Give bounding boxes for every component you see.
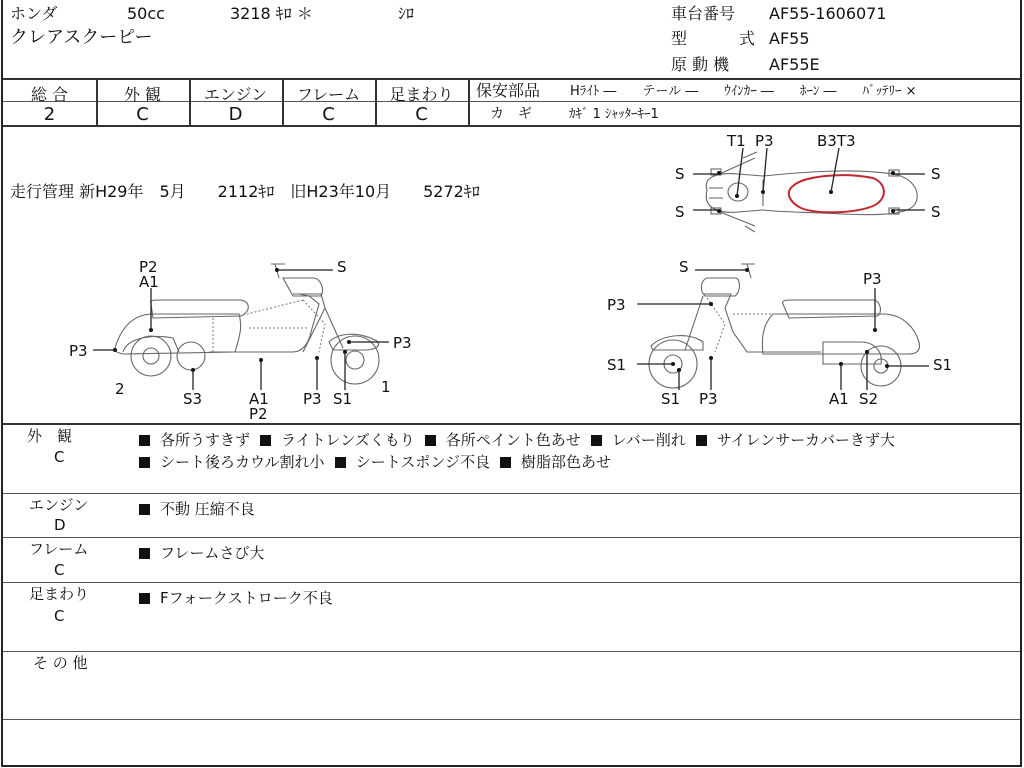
top-view	[675, 132, 941, 232]
divider	[3, 125, 1020, 127]
maker: ホンダ	[10, 4, 58, 23]
grade-label-frame: フレーム	[296, 85, 361, 104]
safety-label: 保安部品	[476, 81, 541, 100]
label-p3: P3	[393, 334, 412, 352]
remarks-frame-label: フレーム	[29, 540, 89, 558]
divider	[3, 78, 1020, 80]
remarks-engine-grade: D	[54, 516, 66, 534]
note: ライトレンズくもり	[281, 431, 415, 449]
label-a1: A1	[829, 390, 849, 408]
grade-label-exterior: 外 観	[123, 85, 162, 104]
label-t1: T1	[727, 132, 746, 150]
engine-model-label: 原 動 機	[671, 55, 730, 74]
label-s1: S1	[933, 356, 953, 374]
engine-notes	[139, 498, 265, 519]
note: シート後ろカウル割れ小	[160, 453, 325, 471]
divider	[3, 493, 1020, 494]
scooter-diagram	[3, 128, 1023, 424]
note: 樹脂部色あせ	[521, 453, 612, 471]
grade-value-frame: C	[322, 104, 335, 125]
key-label: カ ギ	[490, 106, 532, 122]
engine-model-value: AF55E	[769, 55, 820, 74]
remarks-exterior-grade: C	[54, 448, 65, 466]
grade-label-overall: 総 合	[30, 85, 69, 104]
note: レバー削れ	[611, 431, 686, 449]
divider	[3, 537, 1020, 538]
label-s: S	[679, 258, 689, 276]
remarks-suspension-grade: C	[54, 607, 65, 625]
label-s3: S3	[183, 390, 203, 408]
label-2: 2	[115, 380, 125, 398]
grade-value-suspension: C	[415, 104, 428, 125]
type-value: AF55	[769, 29, 810, 48]
label-p3: P3	[699, 390, 718, 408]
label-p3: P3	[69, 342, 88, 360]
remarks-frame-grade: C	[54, 561, 65, 579]
label-p2: P2	[249, 405, 268, 423]
divider	[468, 79, 470, 125]
mileage: 3218 ｷﾛ ＊	[230, 4, 313, 23]
note: シートスポンジ不良	[355, 453, 491, 471]
note: フレームさび大	[160, 544, 265, 562]
divider	[3, 423, 1020, 425]
label-p3: P3	[607, 296, 626, 314]
body-color: ｼﾛ	[398, 4, 415, 23]
grade-label-engine: エンジン	[203, 85, 268, 104]
key-value: ｶｷﾞ 1 ｼｬｯﾀｰｷｰ1	[569, 107, 659, 122]
grade-label-suspension: 足まわり	[389, 85, 454, 104]
label-p3-top: P3	[755, 132, 774, 150]
note: サイレンサーカバーきず大	[716, 431, 895, 449]
label-s: S	[337, 258, 347, 276]
label-a1: A1	[249, 390, 269, 408]
safety-items: Hﾗｲﾄ ― テール ― ｳｲﾝｶｰ ― ﾎｰﾝ ― ﾊﾞｯﾃﾘｰ ×	[570, 84, 917, 99]
divider	[470, 101, 1020, 102]
model-name: クレアスクーピー	[10, 27, 153, 48]
chassis-number: AF55-1606071	[769, 4, 887, 23]
note: 各所うすきず	[160, 431, 251, 449]
label-b3t3: B3T3	[817, 132, 856, 150]
displacement: 50cc	[127, 4, 165, 23]
label-s: S	[675, 165, 685, 183]
type-label-2: 式	[739, 29, 756, 48]
remarks-other-label: そ の 他	[33, 654, 88, 672]
label-p3: P3	[303, 390, 322, 408]
suspension-notes	[139, 587, 343, 608]
frame-notes	[139, 542, 274, 563]
grade-value-overall: 2	[43, 104, 56, 125]
grade-value-engine: D	[228, 104, 243, 125]
exterior-notes-line1	[139, 429, 905, 450]
inspection-sheet	[1, 0, 1022, 767]
label-s1: S1	[607, 356, 627, 374]
label-s2: S2	[859, 390, 879, 408]
label-s: S	[931, 203, 941, 221]
type-label-1: 型	[671, 29, 688, 48]
damage-mark	[789, 175, 884, 212]
label-s: S	[931, 165, 941, 183]
divider	[3, 582, 1020, 583]
label-p2: P2	[139, 258, 158, 276]
divider	[3, 651, 1020, 652]
label-a1: A1	[139, 273, 159, 291]
odometer-history: 走行管理 新H29年 5月 2112ｷﾛ 旧H23年10月 5272ｷﾛ	[10, 182, 480, 201]
note: 各所ペイント色あせ	[445, 431, 581, 449]
divider	[3, 719, 1020, 720]
grade-value-exterior: C	[136, 104, 149, 125]
left-side-view	[69, 258, 412, 423]
label-p3: P3	[863, 270, 882, 288]
exterior-notes-line2	[139, 451, 621, 472]
chassis-label: 車台番号	[671, 4, 736, 23]
remarks-suspension-label: 足まわり	[29, 585, 90, 603]
label-s1: S1	[661, 390, 681, 408]
note: 不動 圧縮不良	[160, 500, 255, 518]
label-s1: S1	[333, 390, 353, 408]
label-1: 1	[381, 378, 391, 396]
label-s: S	[675, 203, 685, 221]
remarks-exterior-label: 外 観	[27, 427, 73, 445]
right-side-view	[607, 258, 952, 408]
note: Fフォークストローク不良	[160, 589, 333, 607]
remarks-engine-label: エンジン	[29, 496, 89, 514]
